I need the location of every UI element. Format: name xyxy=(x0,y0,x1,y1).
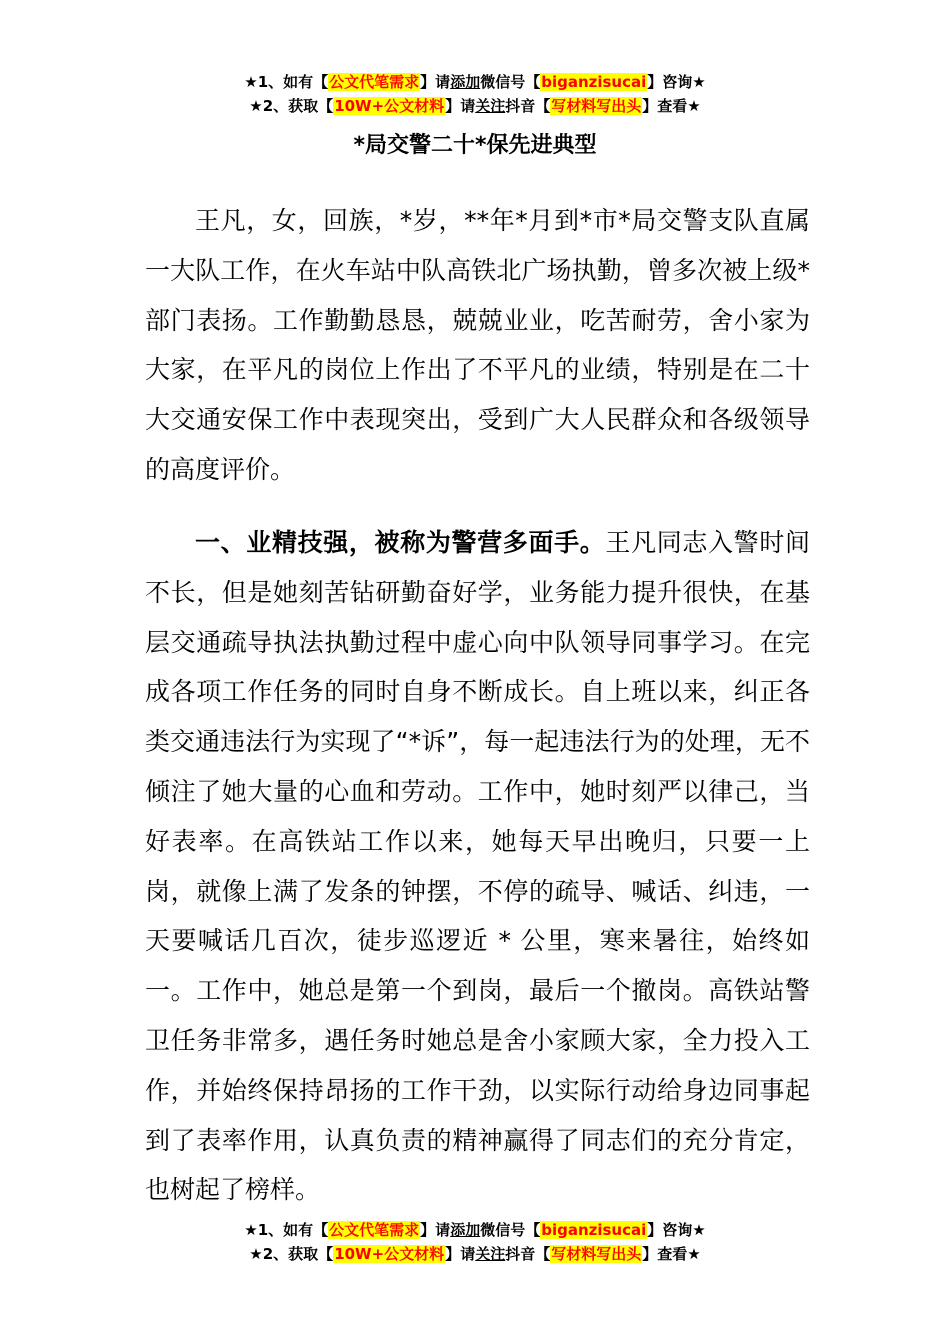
banner-text: 】请 xyxy=(420,73,451,91)
banner-emphasis: 关注 xyxy=(475,97,506,115)
highlight-douyin: 写材料写出头 xyxy=(551,1245,642,1263)
banner-text: ★1、如有【 xyxy=(244,73,329,91)
highlight-wechat-id: biganzisucai xyxy=(541,1221,647,1239)
section-1-paragraph xyxy=(145,518,810,1215)
banner-emphasis: 添加 xyxy=(450,73,481,91)
bottom-banner xyxy=(0,1218,950,1266)
banner-line-1 xyxy=(0,1218,950,1242)
banner-emphasis: 添加 xyxy=(450,1221,481,1239)
highlight-ghostwriting: 公文代笔需求 xyxy=(329,73,420,91)
highlight-ghostwriting: 公文代笔需求 xyxy=(329,1221,420,1239)
section-1-body: 王凡同志入警时间不长，但是她刻苦钻研勤奋好学，业务能力提升很快，在基层交通疏导执法执勤过程中虚心向中队领导同事学习。在完成各项工作任务的同时自身不断成长。自上班以来，纠正各类交通违法行为实现了“*诉”，每一起违法行为的处理，无不倾注了她大量的心血和劳动。工作中，她时刻严以律己，当好表率。在高铁站工作以来，她每天早出晚归，只要一上岗，就像上满了发条的钟摆，不停的疏导、喊话、纠违，一天要喊话几百次，徒步巡逻近 * 公里，寒来暑往，始终如一。工作中，她总是第一个到岗，最后一个撤岗。高铁站警卫任务非常多，遇任务时她总是舍小家顾大家，全力投入工作，并始终保持昂扬的工作干劲，以实际行动给身边同事起到了表率作用，认真负责的精神赢得了同志们的充分肯定，也树起了榜样。 xyxy=(145,528,810,1205)
banner-text: ★2、获取【 xyxy=(249,1245,334,1263)
highlight-douyin: 写材料写出头 xyxy=(551,97,642,115)
banner-text: 微信号【 xyxy=(480,73,541,91)
banner-text: 】咨询★ xyxy=(647,1221,706,1239)
banner-text: 抖音【 xyxy=(505,1245,551,1263)
banner-text: 抖音【 xyxy=(505,97,551,115)
banner-emphasis: 关注 xyxy=(475,1245,506,1263)
banner-text: 】咨询★ xyxy=(647,73,706,91)
banner-text: 】请 xyxy=(445,97,476,115)
highlight-materials: 10W+公文材料 xyxy=(334,97,445,115)
section-1-heading: 一、业精技强，被称为警营多面手。 xyxy=(195,528,606,557)
banner-line-2 xyxy=(0,94,950,118)
banner-line-2 xyxy=(0,1242,950,1266)
top-banner xyxy=(0,70,950,118)
banner-text: 】查看★ xyxy=(642,97,701,115)
banner-text: 微信号【 xyxy=(480,1221,541,1239)
banner-text: ★1、如有【 xyxy=(244,1221,329,1239)
banner-text: 】请 xyxy=(445,1245,476,1263)
highlight-wechat-id: biganzisucai xyxy=(541,73,647,91)
banner-text: 】请 xyxy=(420,1221,451,1239)
banner-text: ★2、获取【 xyxy=(249,97,334,115)
intro-paragraph: 王凡，女，回族，*岁，**年*月到*市*局交警支队直属一大队工作，在火车站中队高铁北广场执勤，曾多次被上级*部门表扬。工作勤勤恳恳，兢兢业业，吃苦耐劳，舍小家为大家，在平凡的岗位上作出了不平凡的业绩，特别是在二十大交通安保工作中表现突出，受到广大人民群众和各级领导的高度评价。 xyxy=(145,206,810,484)
highlight-materials: 10W+公文材料 xyxy=(334,1245,445,1263)
banner-text: 】查看★ xyxy=(642,1245,701,1263)
banner-line-1 xyxy=(0,70,950,94)
document-title: *局交警二十*保先进典型 xyxy=(353,133,597,158)
